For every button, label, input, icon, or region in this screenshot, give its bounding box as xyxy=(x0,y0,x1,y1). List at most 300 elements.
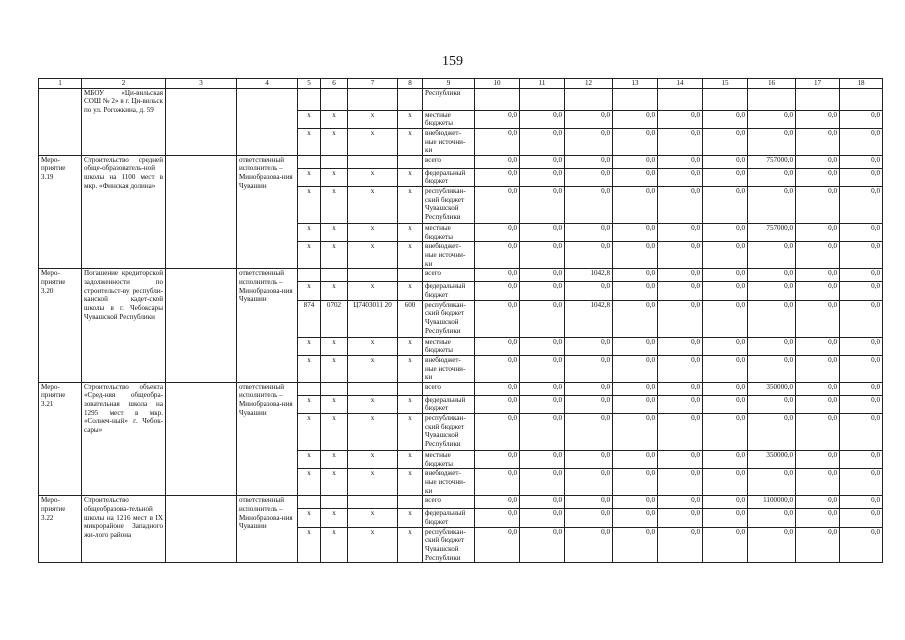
year-value-cell: 0,0 xyxy=(796,355,840,382)
year-value-cell: 0,0 xyxy=(703,128,748,155)
code-target-cell xyxy=(348,155,398,168)
code-target-cell: x xyxy=(348,337,398,355)
funding-source-cell: федеральный бюджет xyxy=(423,395,475,413)
year-value-cell: 0,0 xyxy=(796,110,840,128)
year-value-cell: 0,0 xyxy=(748,300,796,337)
code-grbs-cell xyxy=(298,88,321,110)
code-target-cell: x xyxy=(348,395,398,413)
year-value-cell xyxy=(703,88,748,110)
year-value-cell: 0,0 xyxy=(840,395,883,413)
year-value-cell: 0,0 xyxy=(703,469,748,496)
year-value-cell: 1042,8 xyxy=(565,300,613,337)
year-value-cell: 0,0 xyxy=(748,282,796,300)
year-value-cell: 0,0 xyxy=(840,414,883,451)
year-value-cell: 0,0 xyxy=(565,382,613,395)
year-value-cell: 0,0 xyxy=(658,155,703,168)
header-cell: 14 xyxy=(658,79,703,89)
code-target-cell: x xyxy=(348,282,398,300)
year-value-cell: 0,0 xyxy=(613,382,658,395)
code-section-cell: x xyxy=(321,395,348,413)
col3-cell xyxy=(166,155,237,268)
code-grbs-cell xyxy=(298,496,321,509)
year-value-cell: 0,0 xyxy=(840,282,883,300)
year-value-cell: 0,0 xyxy=(658,269,703,282)
year-value-cell: 0,0 xyxy=(748,337,796,355)
code-section-cell: x xyxy=(321,187,348,224)
year-value-cell: 0,0 xyxy=(520,527,565,563)
year-value-cell: 0,0 xyxy=(658,469,703,496)
code-target-cell: x xyxy=(348,451,398,469)
year-value-cell: 0,0 xyxy=(520,395,565,413)
funding-source-cell: внебюджет-ные источни-ки xyxy=(423,128,475,155)
year-value-cell: 0,0 xyxy=(520,187,565,224)
code-type-cell: x xyxy=(398,128,423,155)
year-value-cell: 0,0 xyxy=(796,496,840,509)
year-value-cell: 0,0 xyxy=(613,300,658,337)
code-section-cell: x xyxy=(321,110,348,128)
year-value-cell: 0,0 xyxy=(748,128,796,155)
code-target-cell: x xyxy=(348,168,398,186)
year-value-cell: 0,0 xyxy=(658,300,703,337)
year-value-cell: 757000,0 xyxy=(748,224,796,242)
year-value-cell: 0,0 xyxy=(703,337,748,355)
year-value-cell: 0,0 xyxy=(796,128,840,155)
year-value-cell xyxy=(475,88,520,110)
year-value-cell: 0,0 xyxy=(565,451,613,469)
code-grbs-cell: x xyxy=(298,282,321,300)
year-value-cell: 0,0 xyxy=(565,414,613,451)
funding-source-cell: местные бюджеты xyxy=(423,110,475,128)
year-value-cell: 0,0 xyxy=(520,282,565,300)
year-value-cell: 0,0 xyxy=(796,527,840,563)
code-type-cell: x xyxy=(398,355,423,382)
funding-source-cell: всего xyxy=(423,269,475,282)
year-value-cell: 0,0 xyxy=(840,242,883,269)
code-type-cell: x xyxy=(398,451,423,469)
code-grbs-cell xyxy=(298,382,321,395)
table-row xyxy=(39,155,883,168)
code-grbs-cell: x xyxy=(298,527,321,563)
code-target-cell xyxy=(348,269,398,282)
year-value-cell: 0,0 xyxy=(520,414,565,451)
year-value-cell: 0,0 xyxy=(748,414,796,451)
year-value-cell: 0,0 xyxy=(748,187,796,224)
year-value-cell: 0,0 xyxy=(658,337,703,355)
year-value-cell: 0,0 xyxy=(840,382,883,395)
year-value-cell: 0,0 xyxy=(613,155,658,168)
year-value-cell: 0,0 xyxy=(703,355,748,382)
code-type-cell: x xyxy=(398,168,423,186)
year-value-cell: 0,0 xyxy=(475,395,520,413)
code-section-cell: x xyxy=(321,469,348,496)
code-grbs-cell: x xyxy=(298,224,321,242)
header-cell: 1 xyxy=(39,79,82,89)
year-value-cell: 757000,0 xyxy=(748,155,796,168)
table-row xyxy=(39,496,883,509)
year-value-cell: 0,0 xyxy=(613,355,658,382)
funding-source-cell: всего xyxy=(423,382,475,395)
event-name-cell: Строительство объекта «Сред-няя общеобра-зовательная школа на 1295 мест в мкр. «Солнеч-ный» г. Чебок-сары» xyxy=(82,382,166,495)
year-value-cell xyxy=(520,88,565,110)
year-value-cell: 0,0 xyxy=(520,355,565,382)
year-value-cell: 0,0 xyxy=(565,469,613,496)
code-type-cell: x xyxy=(398,187,423,224)
year-value-cell: 0,0 xyxy=(840,187,883,224)
year-value-cell xyxy=(796,88,840,110)
executor-cell xyxy=(237,88,298,155)
code-target-cell: x xyxy=(348,224,398,242)
year-value-cell: 0,0 xyxy=(613,282,658,300)
year-value-cell: 0,0 xyxy=(840,110,883,128)
year-value-cell: 0,0 xyxy=(565,187,613,224)
funding-source-cell: внебюджет-ные источни-ки xyxy=(423,355,475,382)
code-grbs-cell: x xyxy=(298,128,321,155)
code-section-cell: x xyxy=(321,242,348,269)
year-value-cell: 0,0 xyxy=(520,242,565,269)
executor-cell: ответственный исполнитель – Минобразова-ния Чувашии xyxy=(237,382,298,495)
executor-cell: ответственный исполнитель – Минобразова-ния Чувашии xyxy=(237,155,298,268)
col3-cell xyxy=(166,496,237,563)
funding-source-cell: федеральный бюджет xyxy=(423,509,475,527)
year-value-cell: 0,0 xyxy=(658,451,703,469)
year-value-cell: 0,0 xyxy=(796,269,840,282)
year-value-cell xyxy=(658,88,703,110)
code-target-cell xyxy=(348,88,398,110)
col3-cell xyxy=(166,269,237,382)
header-cell: 5 xyxy=(298,79,321,89)
event-cell: Меро-приятие 3.22 xyxy=(39,496,82,563)
year-value-cell: 0,0 xyxy=(520,168,565,186)
code-type-cell xyxy=(398,496,423,509)
header-cell: 7 xyxy=(348,79,398,89)
header-cell: 8 xyxy=(398,79,423,89)
year-value-cell: 0,0 xyxy=(475,168,520,186)
event-cell: Меро-приятие 3.19 xyxy=(39,155,82,268)
code-section-cell: x xyxy=(321,509,348,527)
event-cell: Меро-приятие 3.20 xyxy=(39,269,82,382)
year-value-cell: 0,0 xyxy=(520,382,565,395)
year-value-cell: 0,0 xyxy=(520,269,565,282)
year-value-cell: 0,0 xyxy=(658,355,703,382)
year-value-cell: 0,0 xyxy=(475,110,520,128)
code-section-cell: x xyxy=(321,168,348,186)
year-value-cell: 0,0 xyxy=(658,496,703,509)
year-value-cell: 0,0 xyxy=(475,451,520,469)
year-value-cell: 0,0 xyxy=(703,300,748,337)
year-value-cell: 0,0 xyxy=(565,242,613,269)
year-value-cell: 0,0 xyxy=(703,496,748,509)
year-value-cell: 0,0 xyxy=(475,509,520,527)
year-value-cell: 0,0 xyxy=(703,395,748,413)
code-section-cell: 0702 xyxy=(321,300,348,337)
year-value-cell: 0,0 xyxy=(748,355,796,382)
year-value-cell: 0,0 xyxy=(475,527,520,563)
code-target-cell: x xyxy=(348,469,398,496)
year-value-cell: 0,0 xyxy=(658,509,703,527)
year-value-cell: 0,0 xyxy=(475,337,520,355)
year-value-cell: 0,0 xyxy=(748,527,796,563)
funding-source-cell: всего xyxy=(423,496,475,509)
year-value-cell xyxy=(748,88,796,110)
year-value-cell: 0,0 xyxy=(658,110,703,128)
year-value-cell: 0,0 xyxy=(520,496,565,509)
code-type-cell: x xyxy=(398,395,423,413)
year-value-cell: 0,0 xyxy=(796,155,840,168)
header-cell: 18 xyxy=(840,79,883,89)
year-value-cell: 0,0 xyxy=(475,414,520,451)
year-value-cell: 0,0 xyxy=(565,168,613,186)
code-grbs-cell: x xyxy=(298,469,321,496)
code-type-cell xyxy=(398,155,423,168)
col3-cell xyxy=(166,382,237,495)
code-section-cell xyxy=(321,155,348,168)
code-grbs-cell: x xyxy=(298,355,321,382)
funding-source-cell: республикан-ский бюджет Чувашской Республики xyxy=(423,300,475,337)
code-target-cell xyxy=(348,496,398,509)
year-value-cell: 0,0 xyxy=(520,509,565,527)
table-row xyxy=(39,382,883,395)
year-value-cell: 0,0 xyxy=(658,168,703,186)
year-value-cell: 0,0 xyxy=(565,395,613,413)
year-value-cell: 0,0 xyxy=(840,451,883,469)
year-value-cell: 0,0 xyxy=(520,337,565,355)
funding-source-cell: федеральный бюджет xyxy=(423,282,475,300)
code-type-cell: x xyxy=(398,414,423,451)
code-type-cell xyxy=(398,269,423,282)
year-value-cell: 0,0 xyxy=(840,224,883,242)
header-row xyxy=(39,79,883,89)
executor-cell: ответственный исполнитель – Минобразова-ния Чувашии xyxy=(237,496,298,563)
year-value-cell: 0,0 xyxy=(796,509,840,527)
code-type-cell xyxy=(398,382,423,395)
code-target-cell: x xyxy=(348,110,398,128)
year-value-cell: 0,0 xyxy=(703,269,748,282)
year-value-cell: 0,0 xyxy=(475,128,520,155)
code-grbs-cell: x xyxy=(298,110,321,128)
funding-source-cell: всего xyxy=(423,155,475,168)
funding-source-cell: местные бюджеты xyxy=(423,337,475,355)
year-value-cell: 0,0 xyxy=(796,414,840,451)
header-cell: 2 xyxy=(82,79,166,89)
code-type-cell: x xyxy=(398,337,423,355)
year-value-cell: 0,0 xyxy=(796,451,840,469)
year-value-cell: 0,0 xyxy=(840,269,883,282)
funding-source-cell: внебюджет-ные источни-ки xyxy=(423,469,475,496)
year-value-cell: 0,0 xyxy=(703,414,748,451)
year-value-cell: 0,0 xyxy=(703,187,748,224)
year-value-cell: 0,0 xyxy=(796,242,840,269)
code-target-cell: x xyxy=(348,527,398,563)
header-cell: 11 xyxy=(520,79,565,89)
year-value-cell xyxy=(565,88,613,110)
event-cell xyxy=(39,88,82,155)
year-value-cell: 0,0 xyxy=(613,509,658,527)
code-grbs-cell: x xyxy=(298,414,321,451)
year-value-cell: 0,0 xyxy=(613,242,658,269)
funding-source-cell: федеральный бюджет xyxy=(423,168,475,186)
year-value-cell: 0,0 xyxy=(658,128,703,155)
code-section-cell: x xyxy=(321,337,348,355)
year-value-cell: 0,0 xyxy=(703,527,748,563)
year-value-cell: 1042,8 xyxy=(565,269,613,282)
code-grbs-cell: x xyxy=(298,168,321,186)
year-value-cell: 0,0 xyxy=(748,110,796,128)
year-value-cell: 0,0 xyxy=(840,168,883,186)
year-value-cell: 0,0 xyxy=(613,269,658,282)
code-type-cell: 600 xyxy=(398,300,423,337)
code-section-cell: x xyxy=(321,282,348,300)
year-value-cell: 0,0 xyxy=(840,496,883,509)
code-section-cell: x xyxy=(321,355,348,382)
year-value-cell: 350000,0 xyxy=(748,382,796,395)
code-type-cell: x xyxy=(398,469,423,496)
year-value-cell: 0,0 xyxy=(840,337,883,355)
year-value-cell: 0,0 xyxy=(613,337,658,355)
code-type-cell: x xyxy=(398,110,423,128)
year-value-cell: 0,0 xyxy=(796,395,840,413)
code-section-cell: x xyxy=(321,451,348,469)
funding-source-cell: внебюджет-ные источни-ки xyxy=(423,242,475,269)
funding-source-cell: местные бюджеты xyxy=(423,224,475,242)
year-value-cell: 0,0 xyxy=(748,269,796,282)
year-value-cell xyxy=(840,88,883,110)
code-section-cell: x xyxy=(321,128,348,155)
year-value-cell: 0,0 xyxy=(796,168,840,186)
executor-cell: ответственный исполнитель – Минобразова-ния Чувашии xyxy=(237,269,298,382)
code-section-cell: x xyxy=(321,224,348,242)
year-value-cell: 0,0 xyxy=(658,242,703,269)
year-value-cell: 0,0 xyxy=(658,224,703,242)
year-value-cell: 0,0 xyxy=(565,355,613,382)
year-value-cell: 0,0 xyxy=(520,451,565,469)
header-cell: 6 xyxy=(321,79,348,89)
year-value-cell: 0,0 xyxy=(748,395,796,413)
year-value-cell: 0,0 xyxy=(613,414,658,451)
event-name-cell: Строительство средней обще-образователь-ной школы на 1100 мест в мкр. «Финская долина» xyxy=(82,155,166,268)
year-value-cell: 0,0 xyxy=(565,509,613,527)
year-value-cell: 0,0 xyxy=(658,282,703,300)
code-type-cell: x xyxy=(398,242,423,269)
funding-source-cell: республикан-ский бюджет Чувашской Республики xyxy=(423,187,475,224)
code-section-cell xyxy=(321,88,348,110)
year-value-cell: 0,0 xyxy=(475,187,520,224)
code-grbs-cell xyxy=(298,155,321,168)
header-cell: 10 xyxy=(475,79,520,89)
header-cell: 15 xyxy=(703,79,748,89)
year-value-cell: 0,0 xyxy=(796,187,840,224)
code-grbs-cell: x xyxy=(298,187,321,224)
code-type-cell: x xyxy=(398,509,423,527)
funding-source-cell: республикан-ский бюджет Чувашской Республики xyxy=(423,414,475,451)
year-value-cell: 0,0 xyxy=(475,282,520,300)
year-value-cell: 0,0 xyxy=(613,395,658,413)
year-value-cell: 0,0 xyxy=(748,242,796,269)
header-cell: 17 xyxy=(796,79,840,89)
header-cell: 3 xyxy=(166,79,237,89)
year-value-cell: 0,0 xyxy=(703,110,748,128)
year-value-cell: 0,0 xyxy=(613,527,658,563)
year-value-cell: 0,0 xyxy=(658,382,703,395)
event-name-cell: МБОУ «Ци-вильская СОШ № 2» в г. Ци-вильск по ул. Рогожкина, д. 59 xyxy=(82,88,166,155)
year-value-cell: 0,0 xyxy=(703,155,748,168)
year-value-cell: 0,0 xyxy=(565,155,613,168)
year-value-cell: 0,0 xyxy=(703,451,748,469)
year-value-cell xyxy=(613,88,658,110)
code-type-cell xyxy=(398,88,423,110)
year-value-cell: 0,0 xyxy=(796,337,840,355)
year-value-cell: 0,0 xyxy=(475,496,520,509)
year-value-cell: 0,0 xyxy=(840,469,883,496)
header-cell: 9 xyxy=(423,79,475,89)
code-grbs-cell xyxy=(298,269,321,282)
year-value-cell: 0,0 xyxy=(796,224,840,242)
funding-source-cell: Республики xyxy=(423,88,475,110)
year-value-cell: 0,0 xyxy=(703,224,748,242)
code-type-cell: x xyxy=(398,527,423,563)
year-value-cell: 0,0 xyxy=(520,224,565,242)
year-value-cell: 0,0 xyxy=(613,110,658,128)
year-value-cell: 0,0 xyxy=(840,128,883,155)
code-target-cell: x xyxy=(348,187,398,224)
year-value-cell: 0,0 xyxy=(796,469,840,496)
code-section-cell: x xyxy=(321,527,348,563)
code-grbs-cell: x xyxy=(298,395,321,413)
code-target-cell xyxy=(348,382,398,395)
year-value-cell: 0,0 xyxy=(613,168,658,186)
year-value-cell: 0,0 xyxy=(565,110,613,128)
funding-source-cell: республикан-ский бюджет Чувашской Республики xyxy=(423,527,475,563)
code-section-cell xyxy=(321,496,348,509)
table-row xyxy=(39,88,883,110)
year-value-cell: 0,0 xyxy=(658,414,703,451)
year-value-cell: 0,0 xyxy=(475,224,520,242)
year-value-cell: 0,0 xyxy=(520,128,565,155)
year-value-cell: 0,0 xyxy=(703,168,748,186)
year-value-cell: 0,0 xyxy=(613,224,658,242)
year-value-cell: 0,0 xyxy=(565,282,613,300)
code-type-cell: x xyxy=(398,282,423,300)
year-value-cell: 0,0 xyxy=(796,382,840,395)
page-number: 159 xyxy=(442,54,463,69)
code-grbs-cell: x xyxy=(298,337,321,355)
year-value-cell: 0,0 xyxy=(475,300,520,337)
year-value-cell: 0,0 xyxy=(565,224,613,242)
code-target-cell: x xyxy=(348,128,398,155)
code-grbs-cell: x xyxy=(298,509,321,527)
year-value-cell: 0,0 xyxy=(748,509,796,527)
year-value-cell: 0,0 xyxy=(475,269,520,282)
year-value-cell: 0,0 xyxy=(475,155,520,168)
year-value-cell: 0,0 xyxy=(840,509,883,527)
year-value-cell: 0,0 xyxy=(613,451,658,469)
year-value-cell: 0,0 xyxy=(520,469,565,496)
header-cell: 12 xyxy=(565,79,613,89)
year-value-cell: 0,0 xyxy=(840,355,883,382)
year-value-cell: 1100000,0 xyxy=(748,496,796,509)
year-value-cell: 0,0 xyxy=(565,337,613,355)
code-grbs-cell: x xyxy=(298,242,321,269)
year-value-cell: 0,0 xyxy=(796,282,840,300)
code-section-cell xyxy=(321,269,348,282)
code-type-cell: x xyxy=(398,224,423,242)
program-table xyxy=(38,78,883,563)
year-value-cell: 0,0 xyxy=(748,168,796,186)
year-value-cell: 0,0 xyxy=(613,187,658,224)
code-section-cell xyxy=(321,382,348,395)
year-value-cell: 0,0 xyxy=(475,469,520,496)
year-value-cell: 0,0 xyxy=(565,496,613,509)
code-grbs-cell: 874 xyxy=(298,300,321,337)
